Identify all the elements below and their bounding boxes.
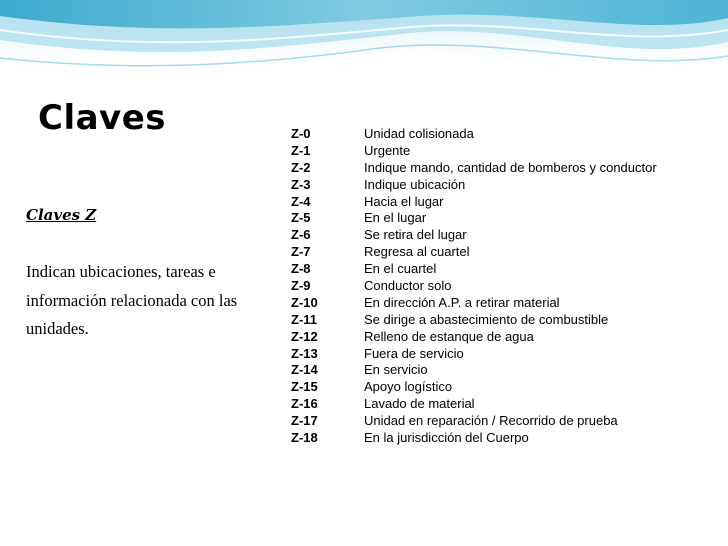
code-meaning: Apoyo logístico: [364, 379, 453, 395]
code-row: [291, 312, 657, 329]
code-row: [291, 210, 657, 227]
code-row: [291, 413, 657, 430]
code-row: [291, 177, 657, 194]
code-label: Z-18: [291, 430, 318, 446]
code-label: Z-17: [291, 413, 318, 429]
code-row: [291, 346, 657, 363]
code-meaning: Urgente: [364, 142, 411, 158]
code-row: [291, 244, 657, 261]
code-table: [291, 126, 657, 447]
code-meaning: Indique ubicación: [364, 176, 466, 192]
code-meaning: Hacia el lugar: [364, 193, 444, 209]
code-label: Z-10: [291, 294, 318, 310]
code-row: [291, 194, 657, 211]
code-row: [291, 143, 657, 160]
code-meaning: Unidad colisionada: [364, 126, 474, 141]
code-row: [291, 278, 657, 295]
code-label: Z-13: [291, 345, 318, 361]
code-meaning: Regresa al cuartel: [364, 244, 470, 260]
code-label: Z-1: [291, 142, 311, 158]
code-row: [291, 261, 657, 278]
code-label: Z-14: [291, 362, 318, 378]
slide-title: Claves: [38, 98, 167, 138]
description-text: [26, 258, 288, 344]
code-label: Z-8: [291, 261, 311, 277]
code-row: [291, 295, 657, 312]
code-meaning: En la jurisdicción del Cuerpo: [364, 430, 529, 446]
code-meaning: Se retira del lugar: [364, 227, 467, 243]
code-meaning: Conductor solo: [364, 278, 452, 294]
code-label: Z-12: [291, 328, 318, 344]
section-subtitle: Claves Z: [26, 206, 97, 224]
code-meaning: Se dirige a abastecimiento de combustible: [364, 311, 609, 327]
code-label: Z-6: [291, 227, 311, 243]
code-meaning: En servicio: [364, 362, 428, 378]
code-label: Z-2: [291, 159, 311, 175]
code-row: [291, 362, 657, 379]
code-label: Z-7: [291, 244, 311, 260]
description-line: información relacionada con las: [26, 290, 238, 310]
code-row: [291, 396, 657, 413]
code-meaning: Indique mando, cantidad de bomberos y conductor: [364, 159, 657, 175]
description-line: unidades.: [26, 319, 89, 338]
code-meaning: En el cuartel: [364, 261, 437, 277]
code-row: [291, 379, 657, 396]
code-label: Z-15: [291, 379, 318, 395]
code-meaning: En dirección A.P. a retirar material: [364, 294, 560, 310]
code-meaning: Relleno de estanque de agua: [364, 328, 534, 344]
code-label: Z-16: [291, 396, 318, 412]
code-label: Z-0: [291, 126, 311, 141]
code-row: [291, 126, 657, 143]
decorative-wave-banner: [0, 0, 728, 90]
code-row: [291, 329, 657, 346]
code-label: Z-9: [291, 278, 311, 294]
code-label: Z-3: [291, 176, 311, 192]
code-row: [291, 160, 657, 177]
code-meaning: Lavado de material: [364, 396, 475, 412]
code-meaning: Fuera de servicio: [364, 345, 464, 361]
code-meaning: En el lugar: [364, 210, 427, 226]
code-label: Z-11: [291, 311, 318, 327]
code-label: Z-4: [291, 193, 311, 209]
code-label: Z-5: [291, 210, 311, 226]
description-line: Indican ubicaciones, tareas e: [26, 262, 216, 281]
code-row: [291, 430, 657, 447]
code-meaning: Unidad en reparación / Recorrido de prueba: [364, 413, 618, 429]
code-row: [291, 227, 657, 244]
